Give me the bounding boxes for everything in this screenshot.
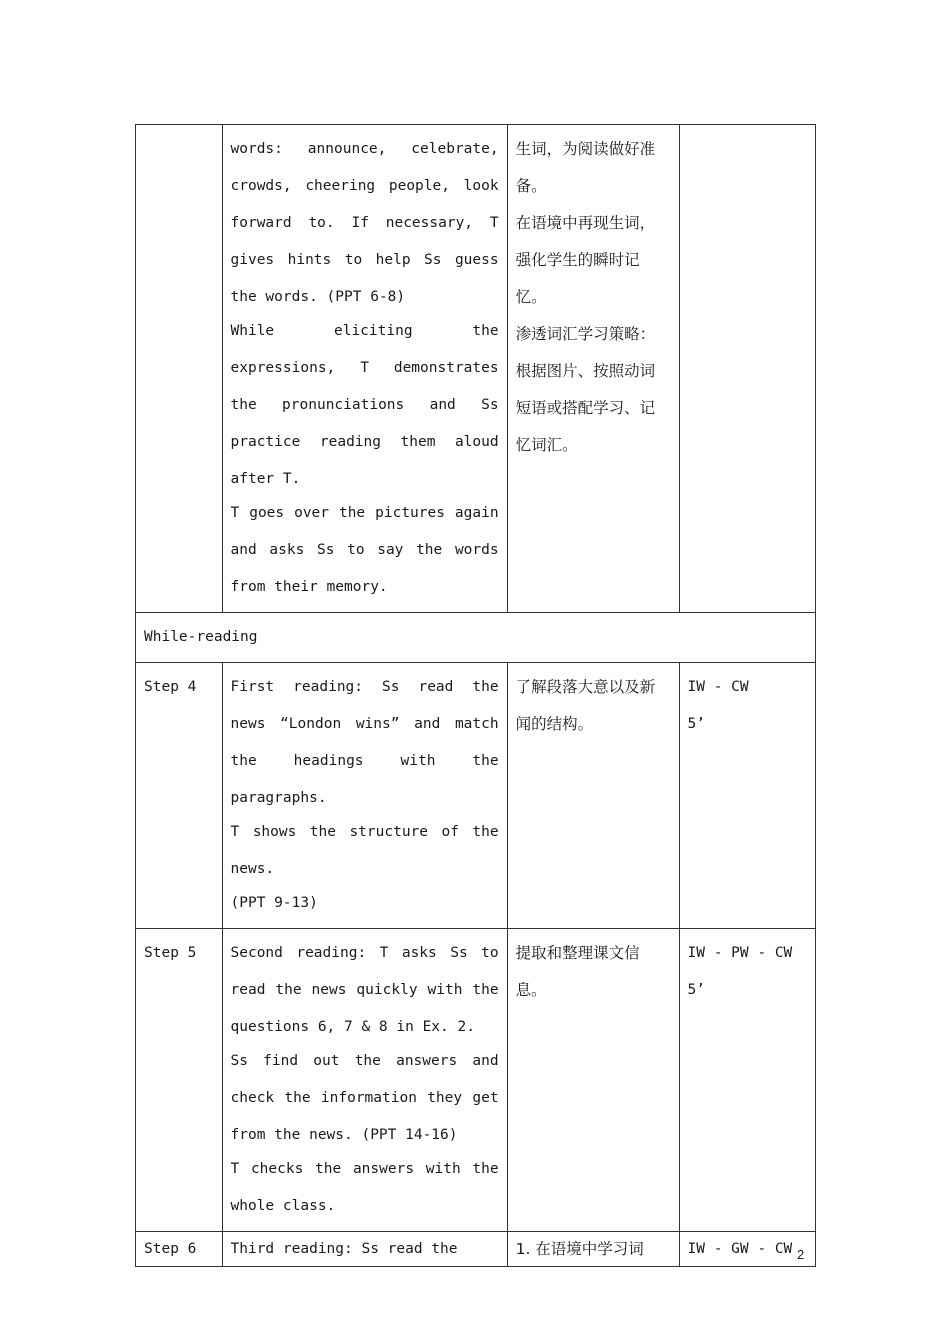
purpose-cell — [507, 929, 679, 1232]
table-row — [136, 125, 816, 613]
mode-cell — [679, 929, 815, 1232]
activity-paragraph: Second reading: T asks Ss to read the news quickly with the questions 6, 7 & 8 in Ex. 2. — [230, 945, 499, 1035]
activity-paragraph: words: announce, celebrate, crowds, cheering people, look forward to. If necessary, T gives hints to help Ss guess the words. (PPT 6-8) — [230, 141, 499, 305]
mode-cell — [679, 125, 815, 613]
activity-paragraph: Ss find out the answers and check the information they get from the news. (PPT 14-16) — [230, 1053, 499, 1143]
purpose-cell — [507, 663, 679, 929]
time-allocation: 5’ — [687, 716, 705, 732]
purpose-paragraph: 在语境中再现生词，强化学生的瞬时记忆。 — [515, 214, 656, 306]
purpose-paragraph: 1. 在语境中学习词 — [515, 1240, 644, 1258]
section-heading: While-reading — [136, 613, 816, 663]
activity-paragraph: T goes over the pictures again and asks Ss to say the words from their memory. — [230, 505, 499, 595]
page-number: 2 — [797, 1247, 805, 1262]
step-cell: Step 6 — [136, 1232, 223, 1267]
step-cell: Step 4 — [136, 663, 223, 929]
step-cell — [136, 125, 223, 613]
mode-cell — [679, 1232, 815, 1267]
activity-paragraph: (PPT 9-13) — [230, 895, 318, 911]
purpose-paragraph: 生词，为阅读做好准备。 — [515, 140, 656, 195]
purpose-cell — [507, 1232, 679, 1267]
lesson-plan-table — [135, 124, 816, 1267]
purpose-paragraph: 渗透词汇学习策略：根据图片、按照动词短语或搭配学习、记忆词汇。 — [515, 325, 656, 454]
purpose-paragraph: 提取和整理课文信息。 — [515, 944, 640, 999]
activity-cell — [222, 663, 507, 929]
activity-cell — [222, 1232, 507, 1267]
purpose-cell — [507, 125, 679, 613]
purpose-paragraph: 了解段落大意以及新闻的结构。 — [515, 678, 656, 733]
interaction-mode: IW - CW — [687, 679, 749, 695]
table-row — [136, 1232, 816, 1267]
activity-paragraph: T checks the answers with the whole class. — [230, 1161, 499, 1214]
interaction-mode: IW - PW - CW — [687, 945, 793, 961]
activity-paragraph: Third reading: Ss read the — [230, 1241, 458, 1257]
activity-cell — [222, 125, 507, 613]
activity-paragraph: T shows the structure of the news. — [230, 824, 499, 877]
table-row — [136, 613, 816, 663]
activity-paragraph: While eliciting the expressions, T demonstrates the pronunciations and Ss practice reading them aloud after T. — [230, 323, 499, 487]
table-row — [136, 663, 816, 929]
step-cell: Step 5 — [136, 929, 223, 1232]
interaction-mode: IW - GW - CW — [687, 1241, 793, 1257]
time-allocation: 5’ — [687, 982, 705, 998]
mode-cell — [679, 663, 815, 929]
activity-cell — [222, 929, 507, 1232]
activity-paragraph: First reading: Ss read the news “London wins” and match the headings with the paragraphs. — [230, 679, 499, 806]
table-row — [136, 929, 816, 1232]
